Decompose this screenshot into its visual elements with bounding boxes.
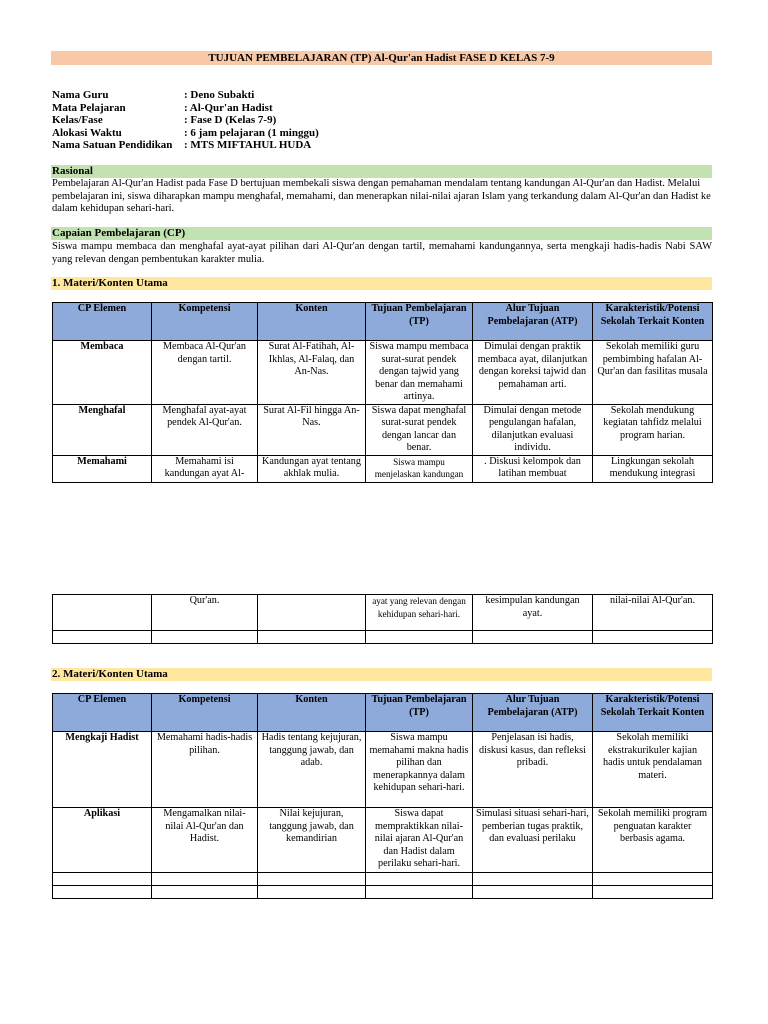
- table-cell: [593, 631, 713, 644]
- table-cell: Siswa dapat menghafal surat-surat pendek dengan lancar dan benar.: [366, 404, 473, 455]
- table-cell: Qur'an.: [152, 595, 258, 631]
- table-cell: Nilai kejujuran, tanggung jawab, dan kemandirian: [258, 808, 366, 873]
- table-cell: Surat Al-Fil hingga An-Nas.: [258, 404, 366, 455]
- rasional-text: Pembelajaran Al-Qur'an Hadist pada Fase D bertujuan membekali siswa dengan pemahaman mendalam tentang kandungan Al-Qur'an dan Hadist. Melalui pembelajaran ini, siswa diharapkan mampu menghafal, memahami, dan menerapkan nilai-nilai ajaran Islam yang terkandung dalam Al-Qur'an dan Hadist ke dalam kehidupan sehari-hari.: [52, 178, 711, 214]
- table-cell: Surat Al-Fatihah, Al-Ikhlas, Al-Falaq, dan An-Nas.: [258, 341, 366, 405]
- table-cell: Membaca: [53, 341, 152, 405]
- header-cell: Alur Tujuan Pembelajaran (ATP): [473, 303, 593, 341]
- table-row: [53, 808, 713, 873]
- table-cell: Memahami isi kandungan ayat Al-: [152, 455, 258, 482]
- info-label: Nama Guru: [52, 89, 109, 101]
- header-cell: Tujuan Pembelajaran (TP): [366, 694, 473, 732]
- table-cell: [258, 595, 366, 631]
- info-block: [52, 89, 319, 152]
- table-cell: Siswa mampu menjelaskan kandungan: [366, 455, 473, 482]
- table-row: [53, 404, 713, 455]
- table-cell: Siswa dapat mempraktikkan nilai-nilai ajaran Al-Qur'an dan Hadist dalam perilaku sehari-hari.: [366, 808, 473, 873]
- table-cell: [473, 873, 593, 886]
- cp-heading: Capaian Pembelajaran (CP): [51, 227, 712, 240]
- table-cell: Sekolah memiliki program penguatan karakter berbasis agama.: [593, 808, 713, 873]
- table-row: [53, 631, 713, 644]
- header-cell: Alur Tujuan Pembelajaran (ATP): [473, 694, 593, 732]
- table-row: [53, 595, 713, 631]
- table-cell: [152, 873, 258, 886]
- table-cell: Dimulai dengan metode pengulangan hafalan, dilanjutkan evaluasi individu.: [473, 404, 593, 455]
- table-cell: [366, 886, 473, 899]
- header-cell: Konten: [258, 303, 366, 341]
- header-cell: Tujuan Pembelajaran (TP): [366, 303, 473, 341]
- table-cell: [53, 886, 152, 899]
- table-cell: [53, 873, 152, 886]
- table-cell: Lingkungan sekolah mendukung integrasi: [593, 455, 713, 482]
- table-cell: Aplikasi: [53, 808, 152, 873]
- section1-table-continuation: [52, 594, 713, 644]
- table-row: [53, 873, 713, 886]
- table-cell: Memahami hadis-hadis pilihan.: [152, 732, 258, 808]
- header-cell: CP Elemen: [53, 694, 152, 732]
- document-title: TUJUAN PEMBELAJARAN (TP) Al-Qur'an Hadist FASE D KELAS 7-9: [51, 51, 712, 65]
- header-cell: Karakteristik/Potensi Sekolah Terkait Konten: [593, 694, 713, 732]
- table-cell: Menghafal: [53, 404, 152, 455]
- table-cell: Menghafal ayat-ayat pendek Al-Qur'an.: [152, 404, 258, 455]
- info-value: : 6 jam pelajaran (1 minggu): [184, 126, 319, 139]
- table-cell: Sekolah memiliki guru pembimbing hafalan Al-Qur'an dan fasilitas musala: [593, 341, 713, 405]
- table-cell: Siswa mampu membaca surat-surat pendek dengan tajwid yang benar dan memahami artinya.: [366, 341, 473, 405]
- table-row: [53, 455, 713, 482]
- table-cell: [366, 873, 473, 886]
- info-row: [52, 114, 319, 127]
- info-label: Alokasi Waktu: [52, 126, 122, 139]
- table-header-row: [53, 303, 713, 341]
- table-cell: [258, 886, 366, 899]
- info-label: Mata Pelajaran: [52, 101, 126, 114]
- table-cell: [258, 873, 366, 886]
- header-cell: CP Elemen: [53, 303, 152, 341]
- section1-table: [52, 302, 713, 483]
- info-row: [52, 102, 319, 115]
- table-cell: Dimulai dengan praktik membaca ayat, dilanjutkan dengan koreksi tajwid dan pemahaman arti.: [473, 341, 593, 405]
- table-cell: Kandungan ayat tentang akhlak mulia.: [258, 455, 366, 482]
- table-cell: Membaca Al-Qur'an dengan tartil.: [152, 341, 258, 405]
- info-label: Nama Satuan Pendidikan: [52, 139, 173, 151]
- table-cell: [366, 631, 473, 644]
- table-cell: Sekolah mendukung kegiatan tahfidz melalui program harian.: [593, 404, 713, 455]
- header-cell: Konten: [258, 694, 366, 732]
- table-row: [53, 886, 713, 899]
- info-value: : MTS MIFTAHUL HUDA: [184, 139, 312, 151]
- table-cell: [53, 595, 152, 631]
- table-cell: Siswa mampu memahami makna hadis pilihan dan menerapkannya dalam kehidupan sehari-hari.: [366, 732, 473, 808]
- table-cell: [473, 886, 593, 899]
- header-cell: Kompetensi: [152, 694, 258, 732]
- rasional-heading: Rasional: [51, 165, 712, 178]
- table-cell: [593, 886, 713, 899]
- info-label: Kelas/Fase: [52, 114, 103, 126]
- table-cell: Memahami: [53, 455, 152, 482]
- table-cell: [258, 631, 366, 644]
- table-cell: Mengkaji Hadist: [53, 732, 152, 808]
- table-cell: Hadis tentang kejujuran, tanggung jawab, dan adab.: [258, 732, 366, 808]
- table-cell: kesimpulan kandungan ayat.: [473, 595, 593, 631]
- table-cell: [473, 631, 593, 644]
- info-row: [52, 139, 319, 152]
- info-value: : Al-Qur'an Hadist: [184, 101, 273, 114]
- table-cell: [53, 631, 152, 644]
- table-cell: [593, 873, 713, 886]
- table-header-row: [53, 694, 713, 732]
- header-cell: Karakteristik/Potensi Sekolah Terkait Konten: [593, 303, 713, 341]
- table-cell: Penjelasan isi hadis, diskusi kasus, dan refleksi pribadi.: [473, 732, 593, 808]
- header-cell: Kompetensi: [152, 303, 258, 341]
- table-cell: . Diskusi kelompok dan latihan membuat: [473, 455, 593, 482]
- info-row: [52, 127, 319, 140]
- section1-heading: 1. Materi/Konten Utama: [51, 277, 712, 290]
- info-row: [52, 89, 319, 102]
- table-cell: Mengamalkan nilai-nilai Al-Qur'an dan Hadist.: [152, 808, 258, 873]
- table-cell: nilai-nilai Al-Qur'an.: [593, 595, 713, 631]
- info-value: : Deno Subakti: [184, 89, 255, 101]
- info-value: : Fase D (Kelas 7-9): [184, 114, 277, 126]
- table-cell: ayat yang relevan dengan kehidupan sehari-hari.: [366, 595, 473, 631]
- table-cell: Sekolah memiliki ekstrakurikuler kajian hadis untuk pendalaman materi.: [593, 732, 713, 808]
- cp-text: Siswa mampu membaca dan menghafal ayat-ayat pilihan dari Al-Qur'an dengan tartil, memahami kandungannya, serta mengkaji hadis-hadis Nabi SAW yang relevan dengan pembentukan karakter mulia.: [52, 241, 712, 265]
- section2-heading: 2. Materi/Konten Utama: [51, 668, 712, 681]
- section2-table: [52, 693, 713, 899]
- table-cell: [152, 886, 258, 899]
- table-row: [53, 732, 713, 808]
- table-cell: [152, 631, 258, 644]
- table-row: [53, 341, 713, 405]
- table-cell: Simulasi situasi sehari-hari, pemberian tugas praktik, dan evaluasi perilaku: [473, 808, 593, 873]
